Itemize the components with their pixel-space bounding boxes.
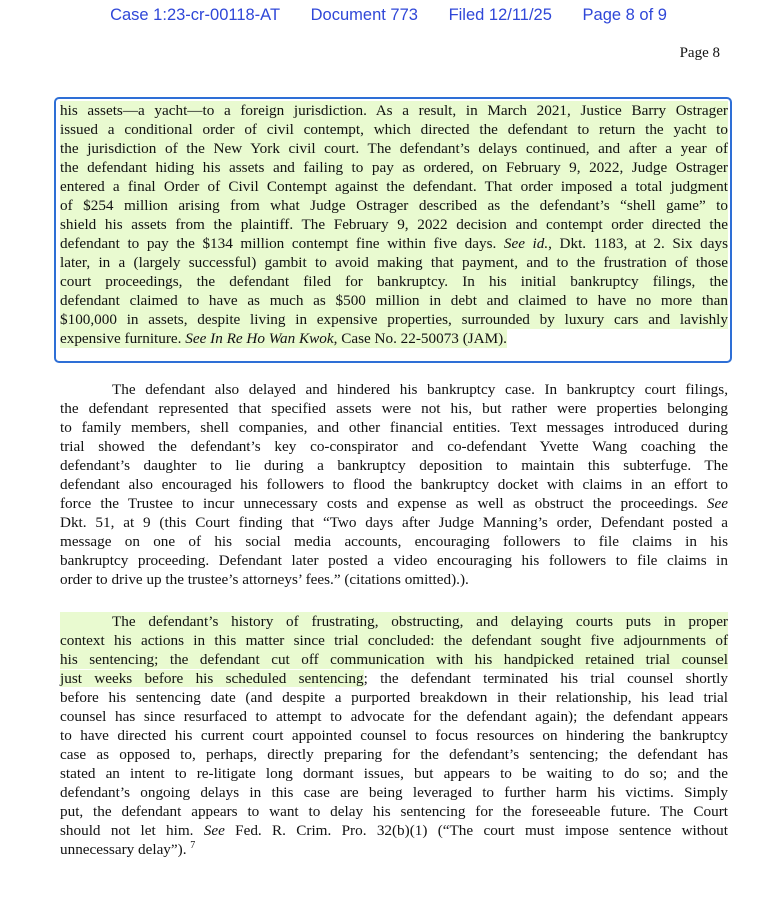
text-line: before his sentencing date (and despite a purported breakdown in their relationship, his lead trial [60,689,728,706]
text-run: expensive furniture. [60,330,186,347]
footnote-marker[interactable]: 7 [190,839,196,851]
highlighted-run: just weeks before his scheduled sentencing [60,670,364,687]
text-line [60,669,728,688]
filed-date: Filed 12/11/25 [448,6,552,24]
text-line: the defendant hiding his assets and failing to pay as ordered, on February 9, 2022, Judge Ostrager [60,159,728,176]
text-line: context his actions in this matter since trial concluded: the defendant sought five adjournments of [60,632,728,649]
text-line: defendant claimed to have as much as $500 million in debt and claimed to have no more than [60,292,728,309]
text-line: of $254 million arising from what Judge Ostrager described as the defendant’s “shell game” to [60,197,728,214]
citation-signal: See [706,495,728,512]
ecf-header [0,6,777,25]
text-line: shield his assets from the plaintiff. The February 9, 2022 decision and contempt order directed the [60,216,728,233]
text-line: later, in a (largely successful) gambit to avoid making that payment, and to the frustration of those [60,254,728,271]
text-line: order to drive up the trustee’s attorneys’ fees.” (citations omitted).). [60,571,469,588]
text-line: bankruptcy proceeding. Defendant later posted a video encouraging his followers to file claims in [60,552,728,569]
text-line: $100,000 in assets, despite living in expensive properties, surrounded by luxury cars and lavishly [60,311,728,328]
text-run: unnecessary delay”). [60,841,191,858]
text-line: his sentencing; the defendant cut off communication with his handpicked retained trial counsel [60,651,728,668]
text-line: the jurisdiction of the New York civil court. The defendant’s delays continued, and after a year of [60,140,728,157]
text-run: should not let him. [60,822,204,839]
text-run: , Case No. 22-50073 (JAM). [333,330,507,347]
text-run: defendant to pay the $134 million contempt fine within five days. [60,235,504,252]
text-line [60,821,728,840]
text-run: force the Trustee to incur unnecessary costs and expense as well as obstruct the proceedings. [60,495,707,512]
document-number: Document 773 [310,6,418,24]
text-run: Fed. R. Crim. Pro. 32(b)(1) (“The court must impose sentence without [224,822,728,839]
text-line: his assets—a yacht—to a foreign jurisdiction. As a result, in March 2021, Justice Barry Ostrager [60,102,728,119]
text-line: defendant also encouraged his followers to flood the bankruptcy docket with claims in an effort to [60,476,728,493]
case-number: Case 1:23-cr-00118-AT [110,6,281,24]
text-line: defendant’s ongoing delays in this case are being leveraged to further harm his victims. Simply [60,784,728,801]
text-line: trial showed the defendant’s key co-conspirator and co-defendant Yvette Wang coaching the [60,438,728,455]
text-line [60,840,195,859]
text-line: the defendant represented that specified assets were not his, but rather were properties belonging [60,400,728,417]
text-line: issued a conditional order of civil contempt, which directed the defendant to return the yacht to [60,121,728,138]
text-run: ; the defendant terminated his trial counsel shortly [363,670,728,687]
text-line: court proceedings, the defendant filed for bankruptcy. In his initial bankruptcy filings, the [60,273,728,290]
citation-signal: See [203,822,225,839]
text-line: message on one of his social media accounts, encouraging followers to file claims in his [60,533,728,550]
text-line: Dkt. 51, at 9 (this Court finding that “Two days after Judge Manning’s order, Defendant posted a [60,514,728,531]
text-line: stated an intent to re-litigate long dormant issues, but appears to be waiting to do so; and the [60,765,728,782]
text-line: to family members, shell companies, and other financial entities. Text messages introduced during [60,419,728,436]
case-citation: See In Re Ho Wan Kwok [185,330,334,347]
text-line: entered a final Order of Civil Contempt against the defendant. That order imposed a total judgment [60,178,728,195]
text-run: , Dkt. 1183, at 2. Six days [548,235,729,252]
page-of: Page 8 of 9 [582,6,667,24]
text-line: counsel has since resurfaced to attempt to advocate for the defendant again); the defendant appears [60,708,728,725]
text-line: defendant’s daughter to lie during a bankruptcy deposition to maintain this subterfuge. The [60,457,728,474]
text-line [60,329,507,348]
citation-signal: See id. [503,235,549,252]
text-line: The defendant’s history of frustrating, obstructing, and delaying courts puts in proper [60,612,728,631]
text-line: The defendant also delayed and hindered his bankruptcy case. In bankruptcy court filings, [112,381,728,398]
text-line: to have directed his current court appointed counsel to focus resources on hindering the bankruptcy [60,727,728,744]
text-line: case as opposed to, perhaps, directly preparing for the defendant’s sentencing; the defendant has [60,746,728,763]
text-line [60,494,728,513]
text-line: put, the defendant appears to want to delay his sentencing for the foreseeable future. The Court [60,803,728,820]
page-label: Page 8 [679,45,720,61]
text-line [60,234,728,253]
